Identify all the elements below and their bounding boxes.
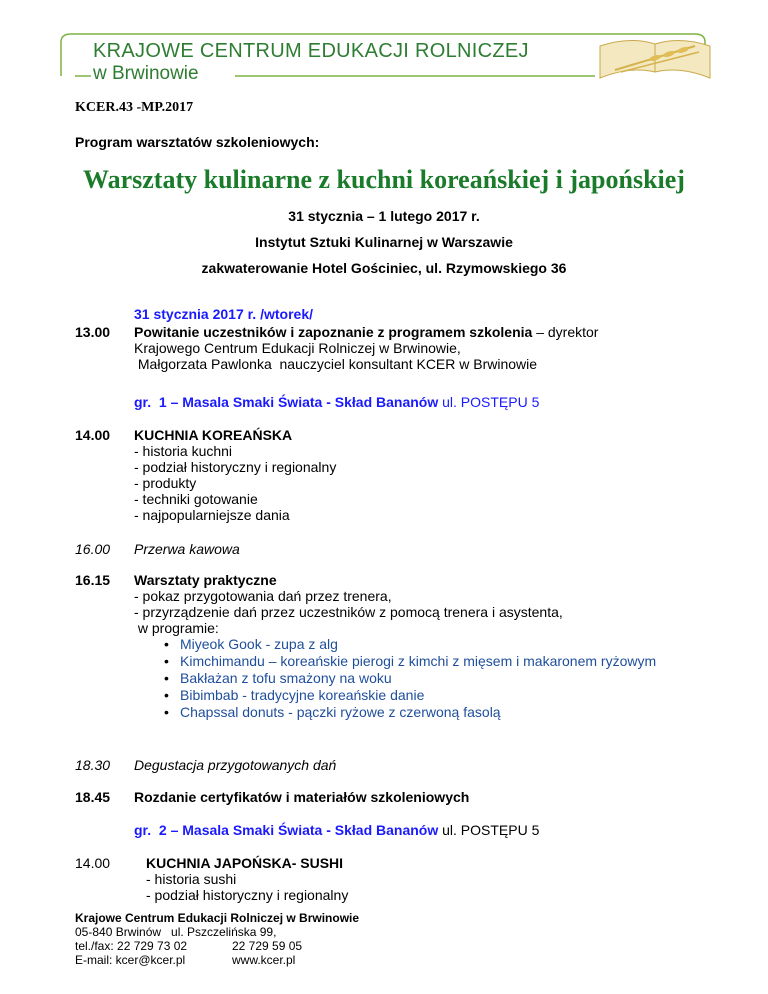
welcome-line3: Małgorzata Pawlonka nauczyciel konsultant KCER w Brwinowie	[134, 356, 538, 372]
workshop-line: w programie:	[134, 620, 219, 636]
japanese-item: - podział historyczny i regionalny	[146, 887, 349, 903]
footer-org: Krajowe Centrum Edukacji Rolniczej w Brwinowie	[75, 911, 360, 925]
dish-item: • Kimchimandu – koreańskie pierogi z kimchi z mięsem i makaronem ryżowym	[134, 653, 660, 670]
dish-item: • Chapssal donuts - pączki ryżowe z czerwoną fasolą	[134, 704, 734, 721]
footer	[75, 911, 359, 967]
logo-title-line2: w Brwinowie	[93, 63, 199, 84]
korean-title: KUCHNIA KOREAŃSKA	[134, 427, 293, 443]
japanese-time: 14.00	[75, 855, 111, 871]
coffee-label: Przerwa kawowa	[134, 541, 240, 557]
tasting-label: Degustacja przygotowanych dań	[134, 757, 337, 773]
japanese-item: - historia sushi	[146, 871, 237, 887]
footer-tel: tel./fax: 22 729 73 02	[75, 939, 188, 953]
welcome-rest: – dyrektor	[532, 324, 599, 340]
welcome-time: 13.00	[75, 324, 111, 340]
korean-item: - historia kuchni	[134, 443, 233, 459]
korean-item: - produkty	[134, 475, 197, 491]
japanese-title: KUCHNIA JAPOŃSKA- SUSHI	[146, 855, 344, 871]
event-dates: 31 stycznia – 1 lutego 2017 r.	[288, 208, 480, 224]
dish-item: • Bibimbab - tradycyjne koreańskie danie	[134, 687, 734, 704]
korean-item: - podział historyczny i regionalny	[134, 459, 337, 475]
workshop-line: - przyrządzenie dań przez uczestników z pomocą trenera i asystenta,	[134, 604, 563, 620]
event-accommodation: zakwaterowanie Hotel Gościniec, ul. Rzymowskiego 36	[201, 260, 567, 276]
group2-label	[134, 822, 734, 838]
welcome-block	[134, 324, 734, 372]
logo-title-line1: KRAJOWE CENTRUM EDUKACJI ROLNICZEJ	[93, 40, 529, 62]
korean-block	[134, 427, 734, 523]
footer-address: 05-840 Brwinów ul. Pszczelińska 99,	[75, 925, 277, 939]
group2-name: gr. 2 – Masala Smaki Świata - Skład Bananów	[134, 822, 439, 838]
coffee-time: 16.00	[75, 541, 111, 557]
workshop-time: 16.15	[75, 572, 111, 588]
header-logo	[55, 32, 713, 84]
dish-list	[134, 636, 734, 721]
workshop-line: - pokaz przygotowania dań przez trenera,	[134, 588, 392, 604]
korean-time: 14.00	[75, 427, 111, 443]
group1-street: ul. POSTĘPU 5	[438, 394, 540, 410]
document-reference: KCER.43 -MP.2017	[75, 100, 194, 115]
workshop-title: Warsztaty praktyczne	[134, 572, 277, 588]
japanese-block	[146, 855, 746, 903]
group1-name: gr. 1 – Masala Smaki Świata - Skład Bananów	[134, 394, 439, 410]
page-title: Warsztaty kulinarne z kuchni koreańskiej i japońskiej	[83, 165, 685, 194]
korean-item: - techniki gotowanie	[134, 491, 258, 507]
footer-website-link[interactable]: www.kcer.pl	[232, 953, 296, 967]
certificates-time: 18.45	[75, 789, 111, 805]
day1-heading: 31 stycznia 2017 r. /wtorek/	[134, 306, 313, 322]
welcome-title: Powitanie uczestników i zapoznanie z programem szkolenia	[134, 324, 533, 340]
welcome-line2: Krajowego Centrum Edukacji Rolniczej w Brwinowie,	[134, 340, 461, 356]
dish-item: • Bakłażan z tofu smażony na woku	[134, 670, 734, 687]
group1-label	[134, 394, 734, 410]
workshop-block	[134, 572, 734, 721]
program-label: Program warsztatów szkoleniowych:	[75, 134, 320, 150]
footer-phone2: 22 729 59 05	[232, 939, 303, 953]
korean-item: - najpopularniejsze dania	[134, 507, 290, 523]
group2-street: ul. POSTĘPU 5	[438, 822, 540, 838]
event-institute: Instytut Sztuki Kulinarnej w Warszawie	[255, 234, 513, 250]
book-wheat-icon	[600, 40, 710, 78]
dish-item: • Miyeok Gook - zupa z alg	[134, 636, 734, 653]
certificates-label: Rozdanie certyfikatów i materiałów szkoleniowych	[134, 789, 470, 805]
tasting-time: 18.30	[75, 757, 111, 773]
footer-email: E-mail: kcer@kcer.pl	[75, 953, 186, 967]
